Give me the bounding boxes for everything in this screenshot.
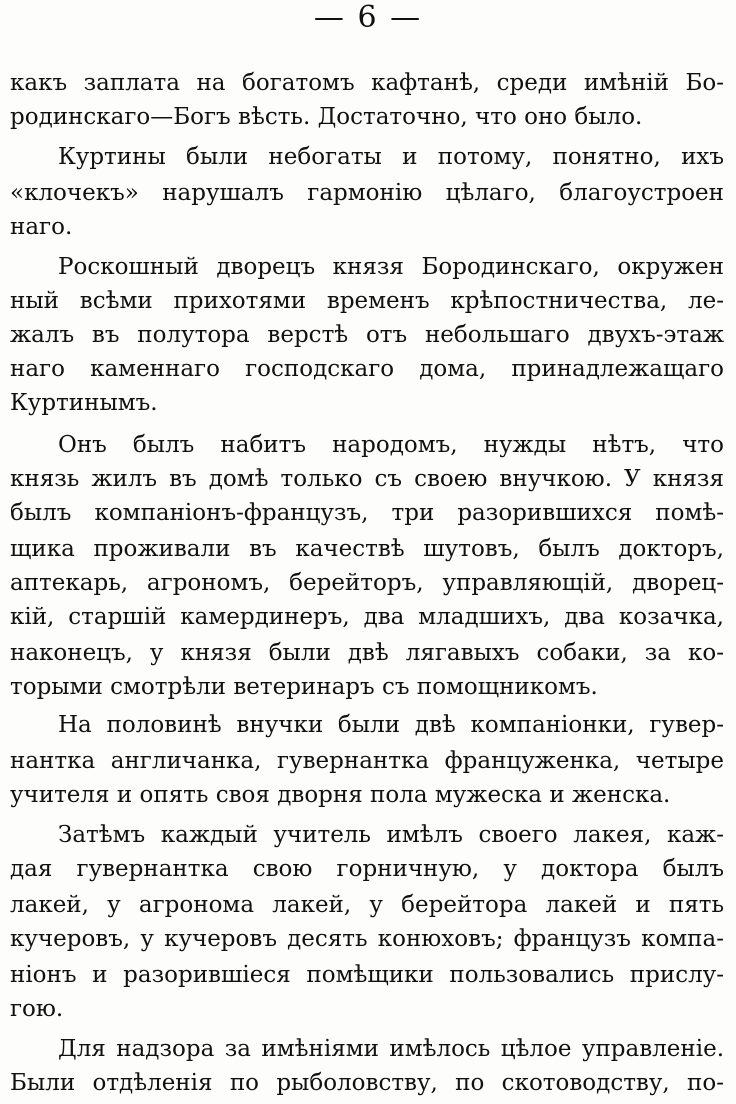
text-line: Куртины были небогаты и потому, понятно, ихъ xyxy=(58,144,724,170)
text-line: наконецъ, у князя были двѣ лягавыхъ собаки, за ко- xyxy=(10,640,724,666)
text-line: Были отдѣленія по рыболовству, по скотоводству, по- xyxy=(10,1070,724,1096)
text-line: былъ компаніонъ-французъ, три разорившихся помѣ- xyxy=(10,500,724,526)
text-line: какъ заплата на богатомъ кафтанѣ, среди имѣній Бо- xyxy=(10,70,724,96)
text-line: жалъ въ полутора верстѣ отъ небольшаго двухъ-этаж xyxy=(10,322,724,348)
page-number: — 6 — xyxy=(313,0,423,35)
text-line: ніонъ и разорившіеся помѣщики пользовались прислу- xyxy=(10,962,724,988)
text-line: родинскаго—Богъ вѣсть. Достаточно, что оно было. xyxy=(10,104,643,130)
text-line: наго каменнаго господскаго дома, принадлежащаго xyxy=(10,356,724,382)
text-line: кучеровъ, у кучеровъ десять конюховъ; французъ компа- xyxy=(10,926,724,952)
text-line: Затѣмъ каждый учитель имѣлъ своего лакея, каж- xyxy=(58,822,724,848)
text-line: аптекарь, агрономъ, берейторъ, управляющій, дворец- xyxy=(10,570,724,596)
text-line: «клочекъ» нарушалъ гармонію цѣлаго, благоустроен xyxy=(10,180,724,206)
text-line: Роскошный дворецъ князя Бородинскаго, окружен xyxy=(58,254,724,280)
text-line: Куртинымъ. xyxy=(10,390,158,416)
text-line: Для надзора за имѣніями имѣлось цѣлое управленіе. xyxy=(58,1036,724,1062)
text-line: кій, старшій камердинеръ, два младшихъ, два козачка, xyxy=(10,604,724,630)
text-line: На половинѣ внучки были двѣ компаніонки, гувер- xyxy=(58,712,724,738)
text-line: щика проживали въ качествѣ шутовъ, былъ докторъ, xyxy=(10,536,724,562)
text-line: дая гувернантка свою горничную, у доктора былъ xyxy=(10,856,724,882)
text-line: гою. xyxy=(10,996,64,1022)
text-line: учителя и опять своя дворня пола мужеска и женска. xyxy=(10,782,671,808)
text-line: торыми смотрѣли ветеринаръ съ помощникомъ. xyxy=(10,674,598,700)
text-line: ный всѣми прихотями временъ крѣпостничества, ле- xyxy=(10,288,724,314)
text-line: лакей, у агронома лакей, у берейтора лакей и пять xyxy=(10,892,724,918)
text-line: князь жилъ въ домѣ только съ своею внучкою. У князя xyxy=(10,466,724,492)
text-line: Онъ былъ набитъ народомъ, нужды нѣтъ, что xyxy=(58,432,724,458)
text-line: наго. xyxy=(10,214,73,240)
text-line: нантка англичанка, гувернантка француженка, четыре xyxy=(10,748,724,774)
